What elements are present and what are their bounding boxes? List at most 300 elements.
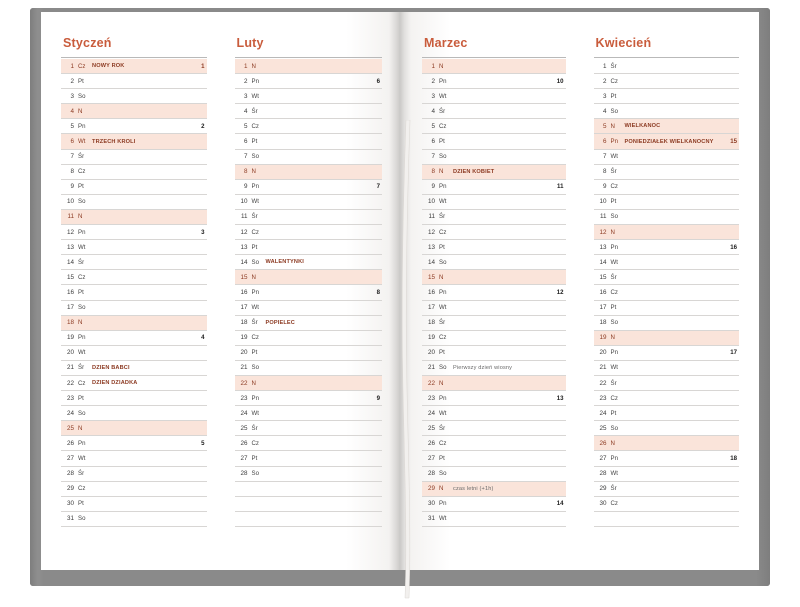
day-row[interactable] bbox=[422, 346, 566, 361]
day-of-week: Pn bbox=[251, 77, 259, 85]
day-row[interactable] bbox=[594, 225, 740, 240]
day-row[interactable] bbox=[235, 331, 383, 346]
day-of-week: So bbox=[251, 258, 259, 266]
day-of-week: Cz bbox=[251, 439, 259, 447]
day-number: 12 bbox=[427, 228, 435, 236]
day-row[interactable] bbox=[422, 376, 566, 391]
day-row[interactable] bbox=[235, 421, 383, 436]
day-of-week: Śr bbox=[439, 319, 446, 327]
day-number: 19 bbox=[66, 334, 74, 342]
day-of-week: Wt bbox=[439, 304, 447, 312]
day-of-week: Śr bbox=[78, 364, 85, 372]
day-row[interactable] bbox=[61, 497, 207, 512]
day-of-week: N bbox=[439, 168, 444, 176]
day-of-week: Cz bbox=[78, 168, 86, 176]
day-number: 9 bbox=[602, 183, 607, 191]
day-of-week: Śr bbox=[251, 319, 258, 327]
day-of-week: Cz bbox=[610, 183, 618, 191]
day-row[interactable] bbox=[422, 104, 566, 119]
day-number: 11 bbox=[240, 213, 248, 221]
day-row[interactable] bbox=[235, 346, 383, 361]
day-number: 6 bbox=[602, 138, 607, 146]
day-row[interactable] bbox=[61, 361, 207, 376]
day-row[interactable] bbox=[594, 451, 740, 466]
day-row-empty[interactable] bbox=[235, 497, 383, 512]
day-of-week: Pn bbox=[439, 500, 447, 508]
day-list bbox=[61, 59, 207, 527]
day-row-empty[interactable] bbox=[594, 512, 740, 527]
day-number: 27 bbox=[240, 454, 248, 462]
day-row[interactable] bbox=[422, 195, 566, 210]
day-number: 10 bbox=[240, 198, 248, 206]
day-number: 5 bbox=[602, 122, 607, 130]
day-list bbox=[594, 59, 740, 527]
day-number: 7 bbox=[431, 153, 435, 161]
day-row[interactable] bbox=[235, 255, 383, 270]
day-row[interactable] bbox=[61, 436, 207, 451]
day-row[interactable] bbox=[422, 240, 566, 255]
day-number: 15 bbox=[599, 273, 607, 281]
day-row[interactable] bbox=[594, 421, 740, 436]
day-number: 30 bbox=[66, 500, 74, 508]
day-of-week: Pt bbox=[610, 409, 617, 417]
day-note: POPIELEC bbox=[265, 319, 295, 326]
day-number: 20 bbox=[66, 349, 74, 357]
day-row[interactable] bbox=[61, 240, 207, 255]
month-title-divider bbox=[422, 57, 566, 58]
day-row[interactable] bbox=[61, 74, 207, 89]
month-column bbox=[221, 12, 401, 570]
day-row[interactable] bbox=[594, 436, 740, 451]
day-row[interactable] bbox=[422, 406, 566, 421]
day-of-week: Cz bbox=[610, 394, 618, 402]
day-number: 26 bbox=[427, 439, 435, 447]
day-row[interactable] bbox=[61, 255, 207, 270]
day-number: 27 bbox=[427, 454, 435, 462]
day-of-week: Wt bbox=[78, 349, 86, 357]
day-of-week: So bbox=[439, 258, 447, 266]
day-of-week: Cz bbox=[251, 122, 259, 130]
day-of-week: Pn bbox=[439, 288, 447, 296]
day-number: 4 bbox=[602, 107, 607, 115]
day-number: 15 bbox=[240, 273, 248, 281]
day-row[interactable] bbox=[594, 301, 740, 316]
day-row[interactable] bbox=[422, 421, 566, 436]
day-of-week: So bbox=[610, 107, 618, 115]
day-number: 29 bbox=[427, 485, 435, 493]
day-number: 25 bbox=[599, 424, 607, 432]
day-of-week: Wt bbox=[251, 304, 259, 312]
day-row[interactable] bbox=[422, 74, 566, 89]
day-of-week: Wt bbox=[610, 364, 618, 372]
day-number: 13 bbox=[240, 243, 248, 251]
day-row[interactable] bbox=[235, 225, 383, 240]
day-number: 16 bbox=[599, 288, 607, 296]
day-number: 22 bbox=[599, 379, 607, 387]
day-number: 24 bbox=[240, 409, 248, 417]
day-of-week: Cz bbox=[610, 500, 618, 508]
day-row[interactable] bbox=[594, 89, 740, 104]
day-row[interactable] bbox=[61, 119, 207, 134]
day-row[interactable] bbox=[422, 210, 566, 225]
day-of-week: Pn bbox=[610, 454, 618, 462]
day-of-week: Pt bbox=[251, 349, 258, 357]
week-number: 17 bbox=[730, 349, 737, 357]
day-of-week: Cz bbox=[78, 485, 86, 493]
month-column bbox=[400, 12, 580, 570]
day-number: 6 bbox=[70, 138, 74, 146]
day-of-week: Wt bbox=[78, 243, 86, 251]
day-row[interactable] bbox=[422, 119, 566, 134]
day-of-week: Pn bbox=[78, 334, 86, 342]
day-row[interactable] bbox=[422, 361, 566, 376]
day-row[interactable] bbox=[235, 59, 383, 74]
day-of-week: Cz bbox=[78, 379, 86, 387]
day-number: 31 bbox=[66, 515, 74, 523]
day-row[interactable] bbox=[61, 134, 207, 149]
day-row[interactable] bbox=[594, 255, 740, 270]
month-column bbox=[41, 12, 221, 570]
day-of-week: Pn bbox=[78, 228, 86, 236]
day-row[interactable] bbox=[594, 270, 740, 285]
day-row[interactable] bbox=[594, 346, 740, 361]
day-of-week: N bbox=[439, 379, 444, 387]
day-row[interactable] bbox=[422, 331, 566, 346]
day-of-week: Pn bbox=[78, 439, 86, 447]
day-row[interactable] bbox=[235, 376, 383, 391]
day-row[interactable] bbox=[422, 150, 566, 165]
day-of-week: Cz bbox=[439, 334, 447, 342]
day-of-week: Pt bbox=[78, 394, 84, 402]
day-row[interactable] bbox=[61, 421, 207, 436]
day-number: 9 bbox=[70, 183, 74, 191]
day-of-week: Cz bbox=[610, 288, 618, 296]
day-number: 21 bbox=[599, 364, 607, 372]
day-row[interactable] bbox=[594, 285, 740, 300]
week-number: 18 bbox=[730, 454, 737, 462]
day-row[interactable] bbox=[422, 512, 566, 527]
day-of-week: So bbox=[251, 153, 259, 161]
day-number: 2 bbox=[431, 77, 435, 85]
day-of-week: Pt bbox=[610, 198, 617, 206]
day-row[interactable] bbox=[61, 391, 207, 406]
month-title: Luty bbox=[236, 36, 264, 50]
month-columns bbox=[41, 12, 759, 570]
day-row[interactable] bbox=[594, 497, 740, 512]
day-row[interactable] bbox=[594, 331, 740, 346]
day-row[interactable] bbox=[594, 361, 740, 376]
day-row[interactable] bbox=[61, 285, 207, 300]
day-of-week: Pt bbox=[610, 304, 617, 312]
day-number: 6 bbox=[431, 138, 435, 146]
day-row[interactable] bbox=[422, 89, 566, 104]
day-row[interactable] bbox=[594, 240, 740, 255]
day-of-week: So bbox=[251, 470, 259, 478]
day-of-week: Pt bbox=[610, 92, 617, 100]
day-row[interactable] bbox=[235, 316, 383, 331]
day-number: 1 bbox=[431, 62, 435, 70]
week-number: 6 bbox=[376, 77, 380, 85]
day-of-week: Pn bbox=[439, 183, 447, 191]
day-row-empty[interactable] bbox=[235, 482, 383, 497]
day-of-week: Wt bbox=[439, 198, 447, 206]
day-row[interactable] bbox=[61, 451, 207, 466]
week-number: 11 bbox=[557, 183, 564, 191]
day-of-week: Cz bbox=[439, 122, 447, 130]
day-row[interactable] bbox=[61, 150, 207, 165]
day-of-week: Cz bbox=[78, 273, 86, 281]
day-number: 4 bbox=[431, 107, 435, 115]
day-of-week: Pn bbox=[439, 77, 447, 85]
day-of-week: So bbox=[251, 364, 259, 372]
day-number: 2 bbox=[243, 77, 248, 85]
day-row[interactable] bbox=[594, 467, 740, 482]
day-row[interactable] bbox=[235, 361, 383, 376]
day-row[interactable] bbox=[594, 316, 740, 331]
day-number: 20 bbox=[427, 349, 435, 357]
day-number: 19 bbox=[427, 334, 435, 342]
day-row-empty[interactable] bbox=[235, 512, 383, 527]
day-row[interactable] bbox=[422, 497, 566, 512]
day-number: 10 bbox=[66, 198, 74, 206]
day-number: 13 bbox=[427, 243, 435, 251]
day-row[interactable] bbox=[61, 180, 207, 195]
day-row[interactable] bbox=[235, 391, 383, 406]
day-row[interactable] bbox=[61, 270, 207, 285]
day-row[interactable] bbox=[422, 165, 566, 180]
day-row[interactable] bbox=[422, 391, 566, 406]
day-of-week: N bbox=[78, 213, 83, 221]
day-row[interactable] bbox=[61, 346, 207, 361]
week-number: 7 bbox=[376, 183, 380, 191]
day-number: 28 bbox=[599, 470, 607, 478]
day-row[interactable] bbox=[235, 240, 383, 255]
day-row[interactable] bbox=[594, 180, 740, 195]
day-row[interactable] bbox=[594, 74, 740, 89]
day-number: 5 bbox=[70, 122, 74, 130]
day-number: 28 bbox=[240, 470, 248, 478]
day-row[interactable] bbox=[61, 104, 207, 119]
day-row[interactable] bbox=[61, 225, 207, 240]
day-number: 18 bbox=[599, 319, 607, 327]
day-row[interactable] bbox=[594, 104, 740, 119]
day-number: 26 bbox=[599, 439, 607, 447]
day-note: TRZECH KRÓLI bbox=[92, 138, 136, 145]
day-row[interactable] bbox=[594, 482, 740, 497]
day-row[interactable] bbox=[422, 467, 566, 482]
day-row[interactable] bbox=[61, 512, 207, 527]
day-of-week: Cz bbox=[439, 439, 447, 447]
day-of-week: Śr bbox=[251, 213, 258, 221]
day-number: 16 bbox=[427, 288, 435, 296]
day-of-week: Pt bbox=[78, 500, 84, 508]
day-row[interactable] bbox=[61, 165, 207, 180]
day-row[interactable] bbox=[61, 89, 207, 104]
day-row[interactable] bbox=[422, 225, 566, 240]
day-row[interactable] bbox=[61, 301, 207, 316]
day-row[interactable] bbox=[422, 59, 566, 74]
day-number: 8 bbox=[70, 168, 74, 176]
day-row[interactable] bbox=[235, 119, 383, 134]
day-row[interactable] bbox=[594, 59, 740, 74]
day-number: 22 bbox=[427, 379, 435, 387]
day-number: 28 bbox=[66, 470, 74, 478]
day-row[interactable] bbox=[594, 391, 740, 406]
day-row[interactable] bbox=[422, 285, 566, 300]
day-row[interactable] bbox=[422, 134, 566, 149]
day-row[interactable] bbox=[235, 451, 383, 466]
day-row[interactable] bbox=[235, 165, 383, 180]
day-row[interactable] bbox=[594, 376, 740, 391]
day-number: 13 bbox=[599, 243, 607, 251]
day-number: 20 bbox=[599, 349, 607, 357]
week-number: 8 bbox=[376, 288, 380, 296]
day-number: 4 bbox=[70, 107, 74, 115]
day-row[interactable] bbox=[594, 119, 740, 134]
day-row[interactable] bbox=[61, 406, 207, 421]
day-of-week: Pt bbox=[78, 288, 84, 296]
week-number: 16 bbox=[730, 243, 737, 251]
day-number: 10 bbox=[599, 198, 607, 206]
day-number: 21 bbox=[66, 364, 74, 372]
day-row[interactable] bbox=[61, 467, 207, 482]
day-number: 7 bbox=[70, 153, 74, 161]
day-of-week: N bbox=[251, 62, 256, 70]
week-number: 4 bbox=[201, 334, 205, 342]
day-number: 17 bbox=[240, 304, 248, 312]
day-row[interactable] bbox=[235, 150, 383, 165]
day-row[interactable] bbox=[235, 270, 383, 285]
day-row[interactable] bbox=[422, 255, 566, 270]
day-of-week: Śr bbox=[610, 62, 617, 70]
day-number: 13 bbox=[66, 243, 74, 251]
day-of-week: Śr bbox=[439, 424, 446, 432]
day-number: 17 bbox=[599, 304, 607, 312]
day-row[interactable] bbox=[422, 451, 566, 466]
day-row[interactable] bbox=[61, 316, 207, 331]
day-of-week: N bbox=[78, 424, 83, 432]
day-number: 14 bbox=[599, 258, 607, 266]
day-of-week: Wt bbox=[439, 409, 447, 417]
day-row[interactable] bbox=[422, 436, 566, 451]
day-row[interactable] bbox=[61, 331, 207, 346]
day-row[interactable] bbox=[422, 270, 566, 285]
week-number: 1 bbox=[201, 62, 205, 70]
week-number: 9 bbox=[376, 394, 380, 402]
day-row[interactable] bbox=[235, 134, 383, 149]
day-row[interactable] bbox=[235, 74, 383, 89]
week-number: 15 bbox=[730, 138, 737, 146]
day-number: 9 bbox=[431, 183, 435, 191]
day-number: 5 bbox=[431, 122, 435, 130]
day-of-week: N bbox=[439, 273, 444, 281]
day-number: 3 bbox=[602, 92, 607, 100]
day-of-week: So bbox=[78, 92, 86, 100]
day-row[interactable] bbox=[61, 376, 207, 391]
day-of-week: Cz bbox=[251, 228, 259, 236]
day-number: 21 bbox=[427, 364, 435, 372]
day-of-week: Cz bbox=[439, 228, 447, 236]
day-row[interactable] bbox=[235, 180, 383, 195]
day-row[interactable] bbox=[235, 104, 383, 119]
day-note: WALENTYNKI bbox=[265, 259, 304, 266]
day-row[interactable] bbox=[235, 210, 383, 225]
day-of-week: Pt bbox=[78, 183, 84, 191]
day-row[interactable] bbox=[422, 316, 566, 331]
day-number: 24 bbox=[66, 409, 74, 417]
day-of-week: Pn bbox=[610, 243, 618, 251]
week-number: 13 bbox=[556, 394, 564, 402]
day-row[interactable] bbox=[235, 301, 383, 316]
day-row[interactable] bbox=[422, 482, 566, 497]
day-number: 20 bbox=[240, 349, 248, 357]
day-of-week: Śr bbox=[610, 379, 617, 387]
day-of-week: So bbox=[78, 515, 86, 523]
day-row[interactable] bbox=[235, 89, 383, 104]
day-of-week: Pt bbox=[439, 138, 445, 146]
day-row[interactable] bbox=[61, 195, 207, 210]
day-number: 26 bbox=[66, 439, 74, 447]
day-of-week: N bbox=[439, 485, 444, 493]
day-of-week: Pt bbox=[251, 243, 258, 251]
day-number: 19 bbox=[240, 334, 248, 342]
day-number: 26 bbox=[240, 439, 248, 447]
day-row[interactable] bbox=[422, 301, 566, 316]
day-of-week: N bbox=[610, 228, 615, 236]
day-row[interactable] bbox=[594, 134, 740, 149]
day-of-week: N bbox=[610, 439, 615, 447]
day-number: 23 bbox=[427, 394, 435, 402]
day-number: 27 bbox=[66, 454, 74, 462]
day-row[interactable] bbox=[594, 150, 740, 165]
day-of-week: Cz bbox=[251, 334, 259, 342]
day-number: 24 bbox=[427, 409, 435, 417]
day-row[interactable] bbox=[594, 210, 740, 225]
day-of-week: Wt bbox=[610, 470, 618, 478]
day-row[interactable] bbox=[235, 285, 383, 300]
day-number: 12 bbox=[66, 228, 74, 236]
day-of-week: So bbox=[610, 424, 618, 432]
day-of-week: Śr bbox=[78, 258, 85, 266]
day-of-week: Śr bbox=[78, 470, 85, 478]
day-row[interactable] bbox=[422, 180, 566, 195]
day-of-week: Pn bbox=[78, 122, 86, 130]
day-number: 9 bbox=[243, 183, 248, 191]
day-row[interactable] bbox=[235, 467, 383, 482]
day-number: 8 bbox=[431, 168, 435, 176]
day-of-week: So bbox=[439, 470, 447, 478]
day-row[interactable] bbox=[235, 195, 383, 210]
day-row[interactable] bbox=[594, 195, 740, 210]
day-row[interactable] bbox=[594, 406, 740, 421]
day-of-week: Pt bbox=[439, 243, 445, 251]
day-of-week: Wt bbox=[610, 153, 618, 161]
week-number: 3 bbox=[201, 228, 205, 236]
week-number: 12 bbox=[556, 288, 564, 296]
day-of-week: Wt bbox=[610, 258, 618, 266]
day-row[interactable] bbox=[61, 210, 207, 225]
day-number: 23 bbox=[240, 394, 248, 402]
day-number: 12 bbox=[240, 228, 248, 236]
day-of-week: N bbox=[78, 319, 83, 327]
day-row[interactable] bbox=[61, 59, 207, 74]
day-row[interactable] bbox=[235, 436, 383, 451]
day-row[interactable] bbox=[235, 406, 383, 421]
day-number: 14 bbox=[240, 258, 248, 266]
day-number: 3 bbox=[70, 92, 74, 100]
day-row[interactable] bbox=[594, 165, 740, 180]
day-row[interactable] bbox=[61, 482, 207, 497]
